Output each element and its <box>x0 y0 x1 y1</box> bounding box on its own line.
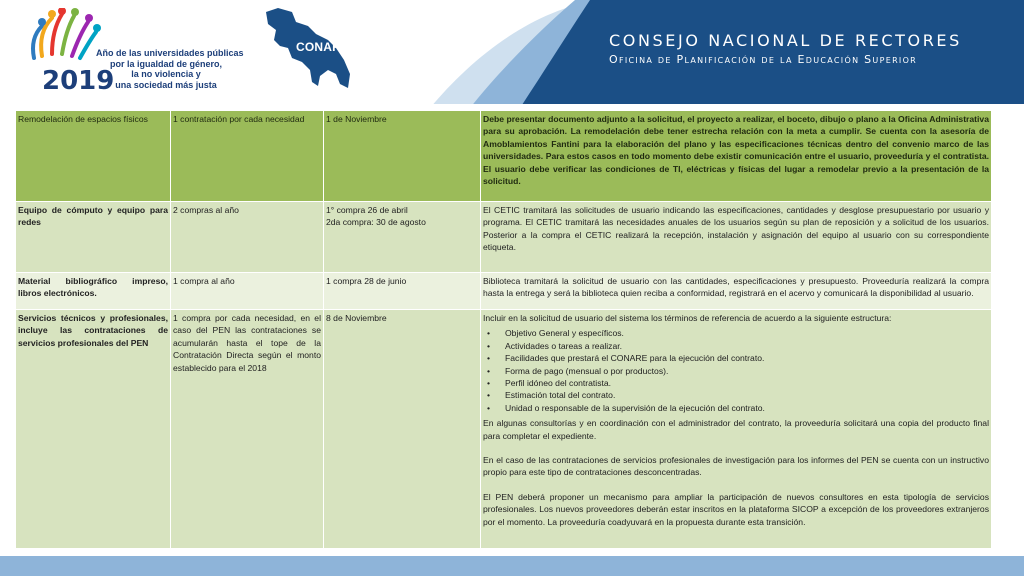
conare-logo <box>262 4 354 99</box>
org-name: CONSEJO NACIONAL DE RECTORES <box>609 31 962 50</box>
requirements-list <box>483 327 989 414</box>
logo-year: 2019 <box>42 66 115 96</box>
tagline-line-4: una sociedad más justa <box>115 79 217 90</box>
row-date: 8 de Noviembre <box>326 313 387 323</box>
row-dates <box>324 202 481 273</box>
row-dates <box>324 310 481 549</box>
row-frequency: 1 compra al año <box>171 273 324 310</box>
row-frequency: 1 contratación por cada necesidad <box>171 111 324 202</box>
row-date: 2da compra: 30 de agosto <box>326 217 426 228</box>
list-item: • Objetivo General y específicos. <box>505 327 989 339</box>
table-row <box>16 273 992 310</box>
row-name: Servicios técnicos y profesionales, incluye las contrataciones de servicios profesionales del PEN <box>16 310 171 549</box>
row-dates <box>324 273 481 310</box>
list-item: • Facilidades que prestará el CONARE para la ejecución del contrato. <box>505 352 989 364</box>
logo-tagline <box>96 48 244 90</box>
row-paragraph: El PEN deberá proponer un mecanismo para ampliar la participación de nuevos consultores en esta tipología de servicios profesionales. Los nuevos proveedores deberán estar inscritos en la plataforma SICOP a excepción de los proveedores extranjeros por el momento. La proveeduría coadyuvará en la propuesta durante esta transición. <box>483 491 989 527</box>
list-item: • Perfil idóneo del contratista. <box>505 377 989 389</box>
right-margin <box>992 108 1024 556</box>
page-header <box>0 0 1024 108</box>
footer-band <box>0 556 1024 576</box>
row-date: 1 compra 28 de junio <box>326 276 407 286</box>
list-item: • Forma de pago (mensual o por productos). <box>505 365 989 377</box>
tagline-line-1: Año de las universidades públicas <box>96 48 244 58</box>
tagline-line-2: por la igualdad de género, <box>109 58 223 69</box>
conare-label: CONARE <box>296 40 350 54</box>
row-description <box>481 310 992 549</box>
row-name: Remodelación de espacios físicos <box>16 111 171 202</box>
row-dates <box>324 111 481 202</box>
row-date: 1° compra 26 de abril <box>326 205 408 215</box>
row-paragraph: En el caso de las contrataciones de servicios profesionales de investigación para los informes del PEN se cuenta con un instructivo propio para este tipo de contrataciones desconcentradas. <box>483 455 989 478</box>
row-description: Debe presentar documento adjunto a la solicitud, el proyecto a realizar, el boceto, dibujo o plano a la Oficina Administrativa para su aprobación. La remodelación debe tener estrecha relación con la meta a cumplir. Se cuenta con la asesoría de Amoblamientos Fantini para la elaboración del plano y las especificaciones técnicas dentro del convenio marco de las universidades. Para estos casos en todo momento debe existir comunicación entre el usuario, proveeduría y el contratista. El usuario debe verificar las condiciones de TI, eléctricas y físicas del lugar a remodelar previo a la presentación de la solicitud. <box>481 111 992 202</box>
row-frequency: 2 compras al año <box>171 202 324 273</box>
org-subtitle: Oficina de Planificación de la Educación Superior <box>609 53 918 66</box>
procurement-table <box>15 110 992 549</box>
university-year-logo <box>20 8 244 98</box>
people-circle-icon <box>24 8 104 68</box>
row-name: Material bibliográfico impreso, libros electrónicos. <box>16 273 171 310</box>
row-paragraph: En algunas consultorías y en coordinación con el administrador del contrato, la proveeduría solicitará una copia del producto final para completar el expediente. <box>483 418 989 441</box>
row-description: El CETIC tramitará las solicitudes de usuario indicando las especificaciones, cantidades y desglose presupuestario por usuario y programa. El CETIC tramitará las necesidades anuales de los usuarios según su plan de reposición y a solicitud de los usuarios. Posterior a la compra el CETIC realizará la recepción, instalación y asignación del equipo al usuario con su correspondiente etiqueta. <box>481 202 992 273</box>
row-frequency: 1 compra por cada necesidad, en el caso del PEN las contrataciones se acumularán hasta el tope de la Contratación Directa según el monto establecido para el 2018 <box>171 310 324 549</box>
table-row <box>16 310 992 549</box>
row-intro: Incluir en la solicitud de usuario del sistema los términos de referencia de acuerdo a la siguiente estructura: <box>483 313 892 323</box>
table-row <box>16 111 992 202</box>
list-item: • Actividades o tareas a realizar. <box>505 340 989 352</box>
table-row <box>16 202 992 273</box>
list-item: • Estimación total del contrato. <box>505 389 989 401</box>
tagline-line-3: la no violencia y <box>131 69 201 79</box>
row-description: Biblioteca tramitará la solicitud de usuario con las cantidades, especificaciones y presupuesto. Proveeduría realizará la compra hasta la entrega y será la biblioteca quien reciba a conformidad, registrará en el acervo y comunicará la disponibilidad al usuario. <box>481 273 992 310</box>
row-date: 1 de Noviembre <box>326 114 387 124</box>
row-name: Equipo de cómputo y equipo para redes <box>16 202 171 273</box>
list-item: • Unidad o responsable de la supervisión de la ejecución del contrato. <box>505 402 989 414</box>
